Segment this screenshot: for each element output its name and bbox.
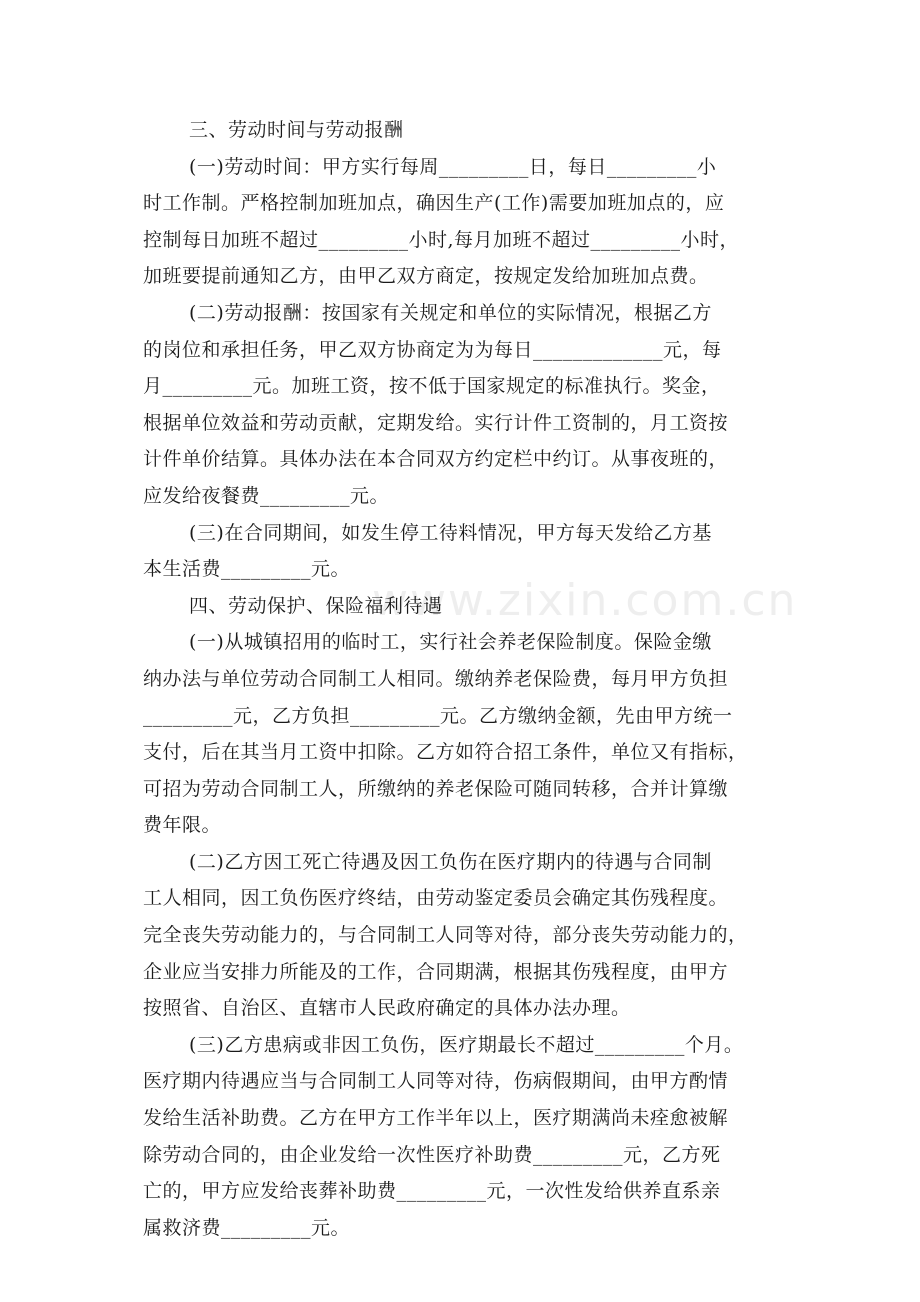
paragraph-start: (一)劳动时间：甲方实行每周_________日，每日_________小 — [189, 155, 717, 178]
paragraph-line: 按照省、自治区、直辖市人民政府确定的具体办法办理。 — [143, 997, 631, 1020]
paragraph-line: 工人相同，因工负伤医疗终结，由劳动鉴定委员会确定其伤残程度。 — [143, 887, 729, 910]
paragraph-line: 企业应当安排力所能及的工作，合同期满，根据其伤残程度，由甲方 — [143, 960, 729, 983]
paragraph-line: 的岗位和承担任务，甲乙双方协商定为为每日_____________元，每 — [143, 338, 722, 361]
paragraph-line: 除劳动合同的，由企业发给一次性医疗补助费_________元，乙方死 — [143, 1143, 721, 1166]
paragraph-line: 计件单价结算。具体办法在本合同双方约定栏中约订。从事夜班的， — [143, 448, 729, 471]
paragraph-start: (三)乙方患病或非因工负伤，医疗期最长不超过_________个月。 — [189, 1033, 744, 1056]
section-heading: 四、劳动保护、保险福利待遇 — [189, 594, 443, 617]
paragraph-line: 医疗期内待遇应当与合同制工人同等对待，伤病假期间，由甲方酌情 — [143, 1070, 729, 1093]
paragraph-line: 发给生活补助费。乙方在甲方工作半年以上，医疗期满尚未痊愈被解 — [143, 1107, 729, 1130]
paragraph-line: 完全丧失劳动能力的，与合同制工人同等对待，部分丧失劳动能力的， — [143, 924, 748, 947]
paragraph-line: 本生活费_________元。 — [143, 558, 351, 581]
paragraph-line: 时工作制。严格控制加班加点，确因生产(工作)需要加班加点的，应 — [143, 192, 725, 215]
document-body — [143, 112, 783, 1246]
paragraph-line: 根据单位效益和劳动贡献，定期发给。实行计件工资制的，月工资按 — [143, 411, 729, 434]
paragraph-start: (三)在合同期间，如发生停工待料情况，甲方每天发给乙方基 — [189, 521, 712, 544]
paragraph-start: (二)劳动报酬：按国家有关规定和单位的实际情况，根据乙方 — [189, 301, 712, 324]
paragraph-line: 月_________元。加班工资，按不低于国家规定的标准执行。奖金， — [143, 375, 721, 398]
paragraph-start: (二)乙方因工死亡待遇及因工负伤在医疗期内的待遇与合同制 — [189, 850, 712, 873]
paragraph-start: (一)从城镇招用的临时工，实行社会养老保险制度。保险金缴 — [189, 631, 712, 654]
paragraph-line: 加班要提前通知乙方，由甲乙双方商定，按规定发给加班加点费。 — [143, 265, 709, 288]
section-heading: 三、劳动时间与劳动报酬 — [189, 119, 404, 141]
paragraph-line: _________元，乙方负担_________元。乙方缴纳金额，先由甲方统一 — [143, 704, 733, 727]
paragraph-line: 纳办法与单位劳动合同制工人相同。缴纳养老保险费，每月甲方负担 — [143, 667, 729, 690]
paragraph-line: 支付，后在其当月工资中扣除。乙方如符合招工条件，单位又有指标， — [143, 741, 748, 764]
paragraph-line: 亡的，甲方应发给丧葬补助费_________元，一次性发给供养直系亲 — [143, 1180, 721, 1203]
paragraph-line: 可招为劳动合同制工人，所缴纳的养老保险可随同转移，合并计算缴 — [143, 777, 729, 800]
paragraph-line: 费年限。 — [143, 814, 222, 837]
watermark: www.zixin.com.cn — [372, 575, 798, 626]
paragraph-line: 属救济费_________元。 — [143, 1216, 351, 1239]
paragraph-line: 控制每日加班不超过_________小时,每月加班不超过_________小时， — [143, 228, 740, 251]
paragraph-line: 应发给夜餐费_________元。 — [143, 484, 390, 507]
